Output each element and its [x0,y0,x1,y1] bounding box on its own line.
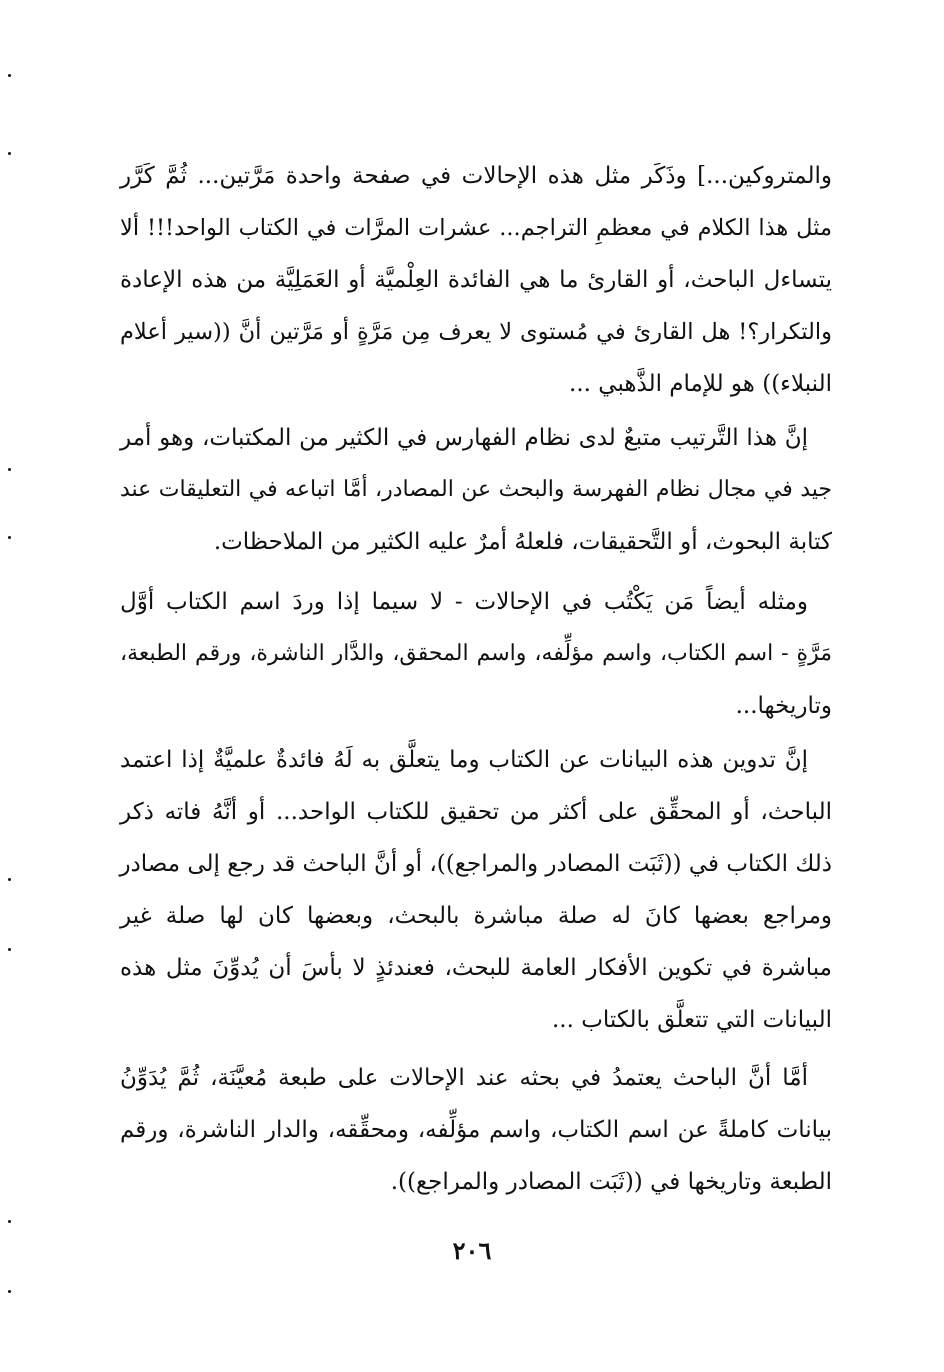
paragraph-3 [120,576,832,732]
scan-mark [8,152,11,155]
text-line: يتساءل الباحث، أو القارئ ما هي الفائدة العِلْميَّة أو العَمَلِيَّة من هذه الإعادة [120,267,832,293]
paragraph-4 [120,734,832,1046]
scan-mark [8,948,11,951]
text-line: الطبعة وتاريخها في ((ثَبَت المصادر والمراجع)). [390,1169,832,1195]
text-line: البيانات التي تتعلَّق بالكتاب ... [552,1007,832,1033]
text-line: جيد في مجال نظام الفهرسة والبحث عن المصادر، أمَّا اتباعه في التعليقات عند [120,477,832,502]
text-line: والتكرار؟! هل القارئ في مُستوى لا يعرف مِن مَرَّةٍ أو مَرَّتين أنَّ ((سير أعلام [120,319,832,345]
text-line: كتابة البحوث، أو التَّحقيقات، فلعلهُ أمرٌ عليه الكثير من الملاحظات. [213,529,832,555]
page-number: ٢٠٦ [452,1236,492,1265]
text-line: ومثله أيضاً مَن يَكْتُب في الإحالات - لا سيما إذا وردَ اسم الكتاب أوَّل [120,589,808,615]
text-line: وتاريخها... [735,693,832,719]
text-line: النبلاء)) هو للإمام الذَّهبي ... [569,371,832,397]
scan-mark [8,1220,11,1223]
scan-mark [8,878,11,881]
scan-mark [8,468,11,471]
scan-mark [8,536,11,539]
text-line: الباحث، أو المحقِّق على أكثر من تحقيق للكتاب الواحد... أو أنَّهُ فاته ذكر [120,799,832,825]
paragraph-2 [120,412,832,568]
paragraph-5 [120,1052,832,1208]
scan-mark [8,1290,11,1293]
text-line: ومراجع بعضها كانَ له صلة مباشرة بالبحث، وبعضها كان لها صلة غير [120,903,832,929]
text-line: إنَّ تدوين هذه البيانات عن الكتاب وما يتعلَّق به لَهُ فائدةٌ علميَّةٌ إذا اعتمد [120,747,808,773]
paragraph-1 [120,150,832,410]
text-line: مثل هذا الكلام في معظمِ التراجم... عشرات المرَّات في الكتاب الواحد!!! ألا [120,215,832,241]
text-line: إنَّ هذا التَّرتيب متبعٌ لدى نظام الفهارس في الكثير من المكتبات، وهو أمر [120,425,808,451]
text-line: مباشرة في تكوين الأفكار العامة للبحث، فعندئذٍ لا بأسَ أن يُدوِّنَ مثل هذه [120,955,832,981]
text-line: ذلك الكتاب في ((ثَبَت المصادر والمراجع))، أو أنَّ الباحث قد رجع إلى مصادر [119,851,832,877]
text-line: والمتروكين...] وذَكَر مثل هذه الإحالات في صفحة واحدة مَرَّتين... ثُمَّ كَرَّر [120,163,832,189]
text-line: بيانات كاملةً عن اسم الكتاب، واسم مؤلِّفه، ومحقِّقه، والدار الناشرة، ورقم [120,1117,832,1143]
scan-mark [8,74,11,77]
text-line: مَرَّةٍ - اسم الكتاب، واسم مؤلِّفه، واسم المحقق، والدَّار الناشرة، ورقم الطبعة، [120,641,832,666]
text-line: أمَّا أنَّ الباحث يعتمدُ في بحثه عند الإحالات على طبعة مُعيَّنَة، ثُمَّ يُدَوِّنُ [120,1065,808,1091]
